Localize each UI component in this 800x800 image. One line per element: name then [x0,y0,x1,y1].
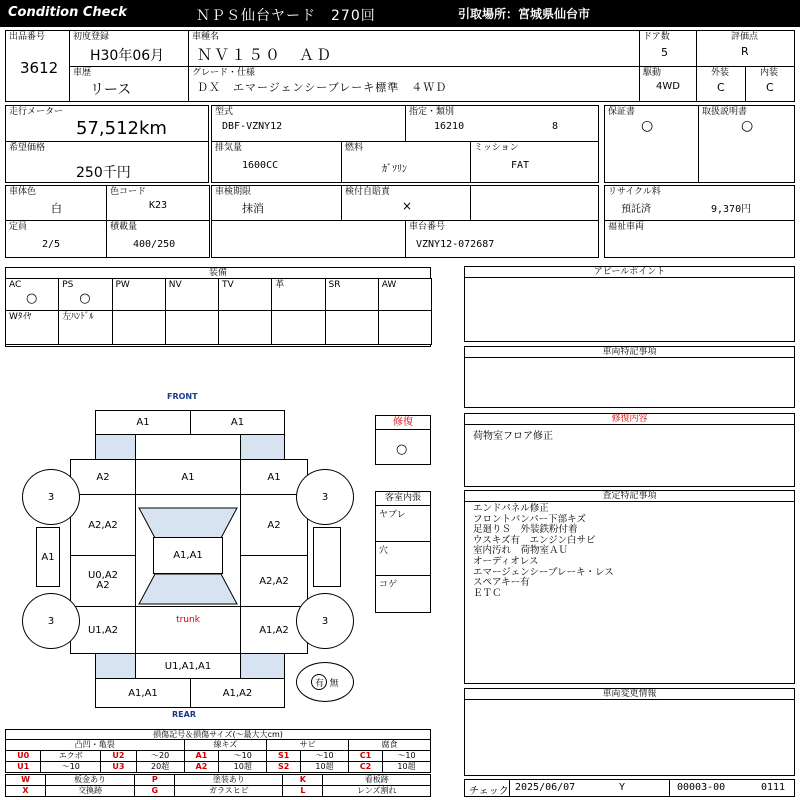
price: 250千円 [76,165,131,181]
legend-mark-code: G [135,786,175,797]
cabin-row-2 [376,542,430,576]
equipment-cell [218,310,272,345]
cabin-item-3: コゲ [379,580,398,590]
repair-title: 修復 [376,416,430,430]
mileage-cell [5,105,209,142]
cabin-item-1: ヤブレ [379,510,406,520]
quarter-rear-left-code: U1,A2 [87,624,119,636]
equipment-title: 装備 [6,268,430,279]
front-lamp-right [240,434,285,460]
rear-bumper-right-code: A1,A2 [222,687,253,699]
side-mirror-left-code: A1 [41,551,55,563]
insurance-label: 検付自賠責 [345,187,391,197]
legend-header-scratch: 線キズ [184,740,267,751]
legend-desc: 20超 [136,762,184,773]
inspection-note-line: スペアキー有 [473,577,530,589]
tire-front-right-code: 3 [321,491,329,503]
history: リース [90,82,132,98]
repair-details-box [464,413,795,487]
history-label: 車歴 [73,68,92,78]
inspection-label: 車検期限 [215,187,252,197]
capacity-label: 定員 [9,222,28,232]
hood-top [135,434,241,460]
tire-front-left [22,469,80,525]
rear-lamp-right [240,653,285,679]
car-name-label: 車種名 [192,32,220,42]
equipment-label: NV [168,280,182,290]
equipment-cell [218,278,272,311]
car-name: ＮＶ１５０ ＡＤ [197,46,334,64]
equipment-cell [5,310,59,345]
legend-code: A2 [184,762,219,773]
body-color-label: 車体色 [9,187,37,197]
equipment-cell [58,310,112,345]
inspection-notes-lines [473,504,614,599]
model: DBF-VZNY12 [222,121,283,132]
door-rear-left-code: U0,A2 A2 [87,570,119,591]
fender-front-left-code: A2 [96,471,110,483]
score: R [741,45,749,58]
tire-rear-left-code: 3 [47,615,55,627]
capacity-cell [5,220,107,258]
chassis-cell [405,220,599,258]
legend-desc: 10超 [382,762,430,773]
exterior-label: 外装 [711,68,730,78]
recycle-cell [604,185,795,221]
legend-desc: 10超 [301,762,349,773]
chassis-label: 車台番号 [409,222,446,232]
welfare-cell [604,220,795,258]
rear-bumper-right [190,678,285,708]
rear-bumper-left [95,678,191,708]
equipment-cell [165,310,219,345]
spare-has-mark [311,674,327,690]
lot-number: 3612 [20,59,59,77]
trunk-area [135,606,241,654]
manual-mark: ○ [741,118,754,134]
fender-front-right-code: A1 [267,471,281,483]
fuel-cell [341,141,471,183]
legend-mark-desc: 塗装あり [175,775,283,786]
body-color-cell [5,185,107,221]
legend-desc: 〜20 [136,751,184,762]
drive: 4WD [656,81,680,92]
spare-tire [296,662,354,702]
header-left: Condition Check [8,5,127,20]
legend-desc: 〜10 [301,751,349,762]
mission-label: ミッション [474,143,519,153]
warranty-cell [604,105,699,183]
spare-none: 無 [329,678,339,689]
equipment-label: AC [9,280,22,290]
front-bumper-left [95,410,191,435]
inspection: 抹消 [242,202,264,215]
score-cell [696,30,795,67]
legend-code: C2 [348,762,382,773]
footer-divider [509,780,510,796]
color-code-cell [106,185,210,221]
doors: 5 [661,46,668,59]
classification: 8 [552,121,559,132]
side-mirror-left [36,527,60,587]
inspection-note-line: 室内汚れ 荷物室ＡＵ [473,545,569,557]
inspection-note-line: フロントバンパー下部キズ [473,513,586,525]
inspection-cell [211,185,342,221]
tire-rear-right-code: 3 [321,615,329,627]
equipment-cell [165,278,219,311]
hood-code: A1 [181,471,195,483]
legend-mark-code: X [6,786,46,797]
history-cell [69,66,189,102]
legend-row-2 [6,762,431,773]
legend-mark-code: K [283,775,323,786]
legend-header-row [6,740,431,751]
load-cell [106,220,210,258]
legend-desc: 〜10 [382,751,430,762]
drive-cell [639,66,697,102]
legend-mark-code: P [135,775,175,786]
front-bumper-right-code: A1 [230,417,245,428]
side-mirror-right [313,527,341,587]
equipment-value: ○ [26,291,38,306]
equipment-label: 左ﾊﾝﾄﾞﾙ [62,312,94,322]
rear-window [139,574,237,604]
footer-code: 00003-00 [677,782,726,793]
legend-mark-desc: 板金あり [46,775,135,786]
legend-marks-row-1 [6,775,431,786]
manual-cell [698,105,795,183]
rear-lamp-left [95,653,136,679]
legend-code: S2 [267,762,301,773]
legend-mark-desc: 交換跡 [46,786,135,797]
capacity: 2/5 [42,239,61,250]
front-bumper-right [190,410,285,435]
grade-cell [188,66,640,102]
header-bar [0,0,800,27]
repair-details-text: 荷物室フロア修正 [473,431,553,442]
color-code-label: 色コード [110,187,147,197]
interior-cell [745,66,795,102]
load-label: 積載量 [110,222,138,232]
inspection-notes-title: 査定特記事項 [465,491,794,502]
cabin-title: 客室内張 [376,492,430,506]
quarter-rear-right-code: A1,A2 [259,624,289,636]
mission-cell [470,141,599,183]
inspection-note-line: エマージェンシーブレーキ・レス [473,566,614,578]
doors-cell [639,30,697,67]
legend-mark-desc: 看板跡 [323,775,431,786]
legend-header-corrosion: 腐食 [348,740,430,751]
checker: Y [619,782,626,793]
equipment-cell [58,278,112,311]
equipment-label: PW [115,280,130,290]
recycle-fee: 9,370円 [711,204,752,215]
car-name-cell [188,30,640,67]
mission: FAT [511,160,530,171]
equipment-cell [378,278,432,311]
door-front-left-code: A2,A2 [88,519,118,531]
exterior: C [717,81,725,94]
tire-rear-left [22,593,80,649]
legend-header-dent: 凸凹・亀裂 [6,740,185,751]
legend-code: S1 [267,751,301,762]
roof-code: A1,A1 [173,550,203,561]
equipment-cell [271,310,325,345]
legend-damage-table [5,739,431,773]
equipment-cell [112,278,166,311]
interior: C [766,81,774,94]
model-label: 型式 [215,107,234,117]
legend-mark-desc: ガラスヒビ [175,786,283,797]
equipment-cell [378,310,432,345]
lot-number-cell [5,30,70,102]
first-registration-label: 初度登録 [73,32,110,42]
tire-front-right [296,469,354,525]
check-date: 2025/06/07 [515,782,576,793]
manual-label: 取扱説明書 [702,107,748,117]
cabin-box [375,491,431,613]
special-notes-box [464,346,795,408]
equipment-cell [325,278,379,311]
legend-marks-table [5,774,431,797]
designation-cell [405,105,599,142]
load: 400/250 [133,239,176,250]
insurance: × [402,199,413,213]
legend-header-rust: サビ [267,740,349,751]
tire-rear-right [296,593,354,649]
welfare-label: 福祉車両 [608,222,645,232]
model-cell [211,105,406,142]
cabin-row-1 [376,506,430,542]
front-lamp-left [95,434,136,460]
mileage-label: 走行メーター [9,107,64,117]
front-bumper-left-code: A1 [136,417,150,428]
displacement-cell [211,141,342,183]
legend-code: U0 [6,751,41,762]
body-color: 白 [51,202,62,215]
equipment-label: 革 [275,280,285,290]
spare-has: 有 [314,678,324,689]
door-front-left [70,494,136,556]
recycle-label: リサイクル料 [608,187,661,197]
legend-desc: 〜10 [41,762,101,773]
legend-code: U3 [101,762,136,773]
repair-box [375,415,431,465]
tire-front-left-code: 3 [47,491,55,503]
hood [135,459,241,495]
price-cell [5,141,209,183]
cabin-item-2: 穴 [379,546,389,556]
mileage: 57,512km [76,118,167,139]
header-right: 引取場所：宮城県仙台市 [458,7,591,21]
grade-label: グレード・仕様 [192,68,256,78]
blank-cell [470,185,599,221]
fuel-label: 燃料 [345,143,364,153]
price-label: 希望価格 [9,143,46,153]
front-label: FRONT [167,392,198,401]
legend-desc: 10超 [219,762,267,773]
roof [153,537,223,574]
rear-gate [135,653,241,679]
first-registration-cell [69,30,189,67]
legend-code: C1 [348,751,382,762]
equipment-label: Wﾀｲﾔ [9,312,32,322]
trunk-label: trunk [176,615,200,625]
repair-details-title: 修復内容 [465,414,794,425]
grade: ＤＸ エマージェンシーブレーキ標準 ４ＷＤ [197,81,448,94]
chassis: VZNY12-072687 [416,239,495,250]
repair-mark: ○ [396,442,408,457]
inspection-note-line: ＥＴＣ [473,587,502,599]
fuel: ｶﾞｿﾘﾝ [382,164,407,175]
special-notes-title: 車両特記事項 [465,347,794,358]
door-rear-right-code: A2,A2 [259,575,289,587]
legend-code: A1 [184,751,219,762]
legend-desc: エクボ [41,751,101,762]
lot-number-label: 出品番号 [9,32,46,42]
insurance-cell [341,185,471,221]
equipment-cell [5,278,59,311]
designation: 16210 [434,121,465,132]
fender-front-left [70,459,136,495]
displacement-label: 排気量 [215,143,243,153]
doors-label: ドア数 [643,32,670,42]
change-info-title: 車両変更情報 [465,689,794,700]
equipment-label: PS [62,280,74,290]
rear-label: REAR [172,710,196,719]
inspection-note-line: エンドパネル修正 [473,503,549,514]
footer-divider-2 [669,780,670,796]
equipment-label: SR [328,280,341,290]
equipment-cell [271,278,325,311]
inspection-note-line: オーディオレス [473,555,539,567]
inspection-note-line: 足廻りＳ 外装鉄粉付着 [473,524,578,536]
blank-cell-2 [211,220,406,258]
inspection-notes-box [464,490,795,684]
door-front-right-code: A2 [267,519,281,531]
check-label: チェック [469,786,509,797]
door-rear-right [240,555,308,607]
equipment-label: AW [381,280,397,290]
first-registration: H30年06月 [90,48,165,64]
legend-mark-code: L [283,786,323,797]
appeal-box [464,266,795,342]
warranty-mark: ○ [641,118,654,134]
legend-code: U1 [6,762,41,773]
footer-row [464,779,795,797]
color-code: K23 [149,200,168,211]
legend-desc: 〜10 [219,751,267,762]
rear-bumper-left-code: A1,A1 [128,687,158,699]
inspection-note-line: ウスキズ有 エンジン白サビ [473,534,596,546]
legend-title: 損傷記号＆損傷サイズ(〜最大大cm) [5,729,431,739]
equipment-value: ○ [79,291,91,306]
designation-label: 指定・類別 [409,107,455,117]
windshield [139,508,237,538]
drive-label: 駆動 [643,68,662,78]
exterior-cell [696,66,746,102]
header-center: ＮＰＳ仙台ヤード 270回 [196,8,376,24]
legend-mark-code: W [6,775,46,786]
equipment-label: TV [222,280,234,290]
equipment-cell [112,310,166,345]
rear-gate-code: U1,A1,A1 [164,660,212,672]
appeal-title: アピールポイント [465,267,794,278]
equipment-cell [325,310,379,345]
warranty-label: 保証書 [608,107,636,117]
legend-row-1 [6,751,431,762]
legend-mark-desc: レンズ割れ [323,786,431,797]
cabin-row-3 [376,576,430,612]
legend-marks-row-2 [6,786,431,797]
recycle-status: 預託済 [621,204,651,215]
footer-number: 0111 [761,782,786,793]
door-rear-left [70,555,136,607]
legend-code: U2 [101,751,136,762]
change-info-box [464,688,795,776]
score-label: 評価点 [731,32,759,42]
quarter-rear-left [70,606,136,654]
displacement: 1600CC [242,160,279,171]
interior-label: 内装 [760,68,779,78]
